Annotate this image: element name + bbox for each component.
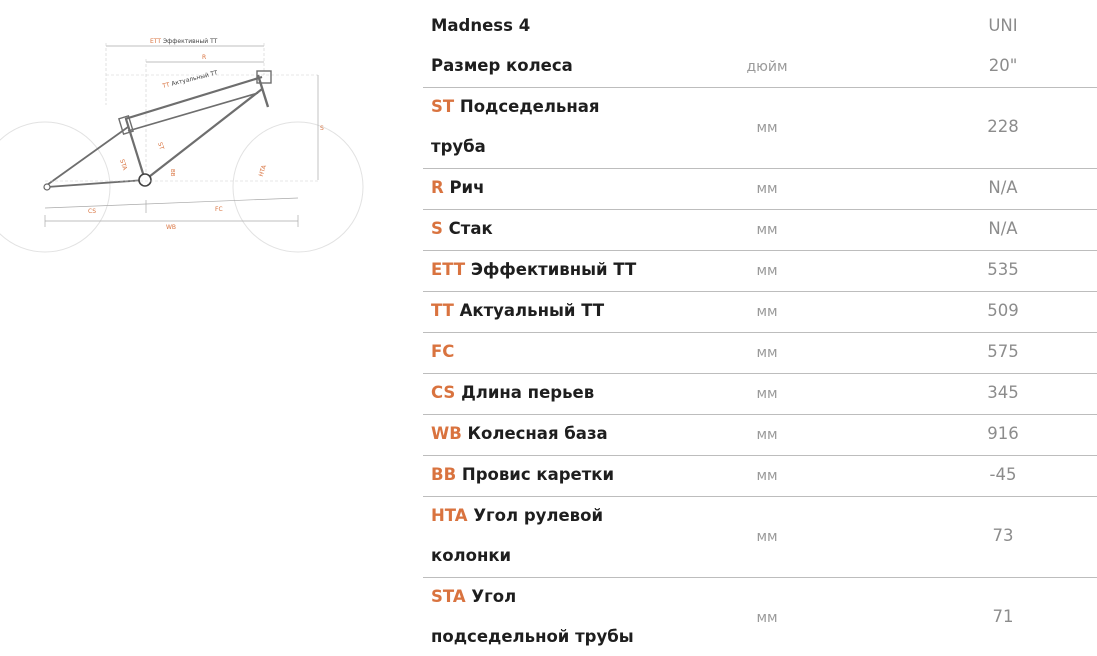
spec-label: TT Актуальный TT [431,301,605,320]
spec-row-ett [423,251,1097,292]
spec-unit: мм [756,222,778,238]
ett-label: ETT Эффективный TT [150,38,218,45]
spec-label: CS Длина перьев [431,383,595,402]
spec-value: 509 [987,301,1019,320]
s-label: S [320,125,324,132]
spec-unit: мм [756,345,778,361]
spec-row-wb [423,415,1097,456]
spec-row-hta [423,497,1097,578]
sta-label: STA [118,158,129,172]
spec-unit: мм [756,304,778,320]
bb-label: BB [169,169,175,177]
tt-label: TT Актуальный TT [161,69,219,90]
cs-label: CS [88,208,96,215]
spec-value: 345 [987,383,1019,402]
spec-row-tt [423,292,1097,333]
spec-row-s [423,210,1097,251]
spec-label: STA Угол [431,587,517,606]
spec-unit: мм [756,529,778,545]
spec-value: N/A [988,178,1018,197]
spec-unit: мм [756,120,778,136]
spec-value: 73 [992,526,1014,545]
spec-label: S Стак [431,219,493,238]
spec-row-bb [423,456,1097,497]
geometry-spec-table [423,5,1097,656]
spec-label: HTA Угол рулевой [431,506,604,525]
spec-row-r [423,169,1097,210]
fc-label: FC [215,206,223,213]
spec-value: N/A [988,219,1018,238]
spec-value: 916 [987,424,1019,443]
spec-label: BB Провис каретки [431,465,615,484]
bottom-bracket [139,174,151,186]
spec-label: R Рич [431,178,485,197]
r-label: R [202,54,207,61]
front-wheel [233,122,363,252]
spec-value: 228 [987,117,1019,136]
spec-unit: мм [756,263,778,279]
st-label: ST [156,141,166,151]
wheel-size-label: Размер колеса [431,56,573,75]
spec-row-st [423,88,1097,169]
spec-row-cs [423,374,1097,415]
spec-label: FC [431,342,455,361]
wheel-size-row [423,46,1097,88]
wheel-size-unit: дюйм [746,59,788,75]
seat-stay [47,127,128,185]
spec-row-fc [423,333,1097,374]
spec-unit: мм [756,181,778,197]
frame-size: UNI [988,16,1018,35]
spec-value: 71 [992,607,1014,626]
spec-unit: мм [756,427,778,443]
bike-frame-svg [0,35,370,265]
spec-label-line2: подседельной трубы [431,627,634,646]
rear-dropout [44,184,50,190]
model-name: Madness 4 [431,16,531,35]
spec-unit: мм [756,468,778,484]
spec-value: -45 [989,465,1017,484]
spec-label-line2: труба [431,137,486,156]
wheel-size-value: 20" [988,56,1018,75]
frame-geometry-diagram [0,35,370,265]
spec-value: 535 [987,260,1019,279]
spec-unit: мм [756,610,778,626]
spec-label: WB Колесная база [431,424,608,443]
spec-unit: мм [756,386,778,402]
cs-fc-dimension-line [45,198,298,208]
spec-label-line2: колонки [431,546,512,565]
table-header-row [423,5,1097,46]
hta-label: HTA [257,164,269,178]
spec-value: 575 [987,342,1019,361]
down-tube [145,89,262,180]
spec-label: ETT Эффективный TT [431,260,637,279]
spec-row-sta [423,578,1097,656]
spec-label: ST Подседельная [431,97,600,116]
wb-label: WB [166,224,177,231]
